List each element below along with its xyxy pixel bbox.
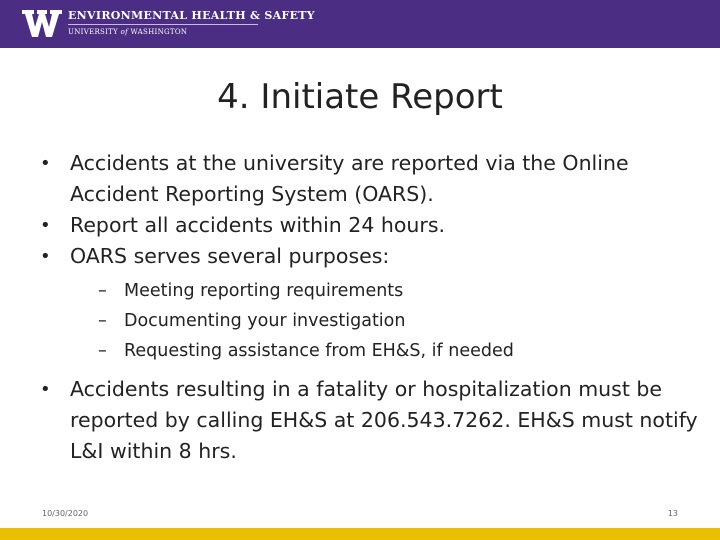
org-divider xyxy=(68,24,258,25)
header-banner xyxy=(0,0,720,48)
sub-bullet-item xyxy=(98,336,700,366)
sub-bullet-text: Meeting reporting requirements xyxy=(124,281,404,301)
sub-bullet-dash: – xyxy=(98,341,107,361)
page-number: 13 xyxy=(667,509,678,518)
bullet-dot: • xyxy=(40,215,51,236)
university-pre: UNIVERSITY xyxy=(68,28,121,36)
sub-bullet-dash: – xyxy=(98,311,107,331)
sub-bullet-text: Requesting assistance from EH&S, if needed xyxy=(124,341,514,361)
bullet-dot: • xyxy=(40,153,51,174)
bullet-text: Accidents at the university are reported via the Online Accident Reporting System (OARS). xyxy=(70,151,629,206)
sub-bullet-item xyxy=(98,276,700,306)
org-name: ENVIRONMENTAL HEALTH & SAFETY xyxy=(68,9,315,22)
footer-bar xyxy=(0,528,720,540)
sub-bullet-list xyxy=(98,276,700,366)
bullet-dot: • xyxy=(40,246,51,267)
sub-bullet-item xyxy=(98,306,700,336)
university-name xyxy=(68,28,187,36)
sub-bullet-text: Documenting your investigation xyxy=(124,311,406,331)
university-of: of xyxy=(120,28,129,36)
bullet-item xyxy=(40,241,700,272)
bullet-item xyxy=(40,374,700,467)
bullet-text: OARS serves several purposes: xyxy=(70,244,390,268)
bullet-text: Accidents resulting in a fatality or hospitalization must be reported by calling EH&S at 206.543.7262. EH&S must notify L&I within 8 hrs. xyxy=(70,377,698,463)
uw-w-logo-icon xyxy=(22,8,62,38)
bullet-text: Report all accidents within 24 hours. xyxy=(70,213,446,237)
footer-date: 10/30/2020 xyxy=(42,509,89,518)
bullet-item xyxy=(40,210,700,241)
bullet-list xyxy=(40,148,700,467)
bullet-item xyxy=(40,148,700,210)
sub-bullet-dash: – xyxy=(98,281,107,301)
bullet-dot: • xyxy=(40,379,51,400)
slide-title: 4. Initiate Report xyxy=(217,77,503,117)
university-post: WASHINGTON xyxy=(128,28,188,36)
